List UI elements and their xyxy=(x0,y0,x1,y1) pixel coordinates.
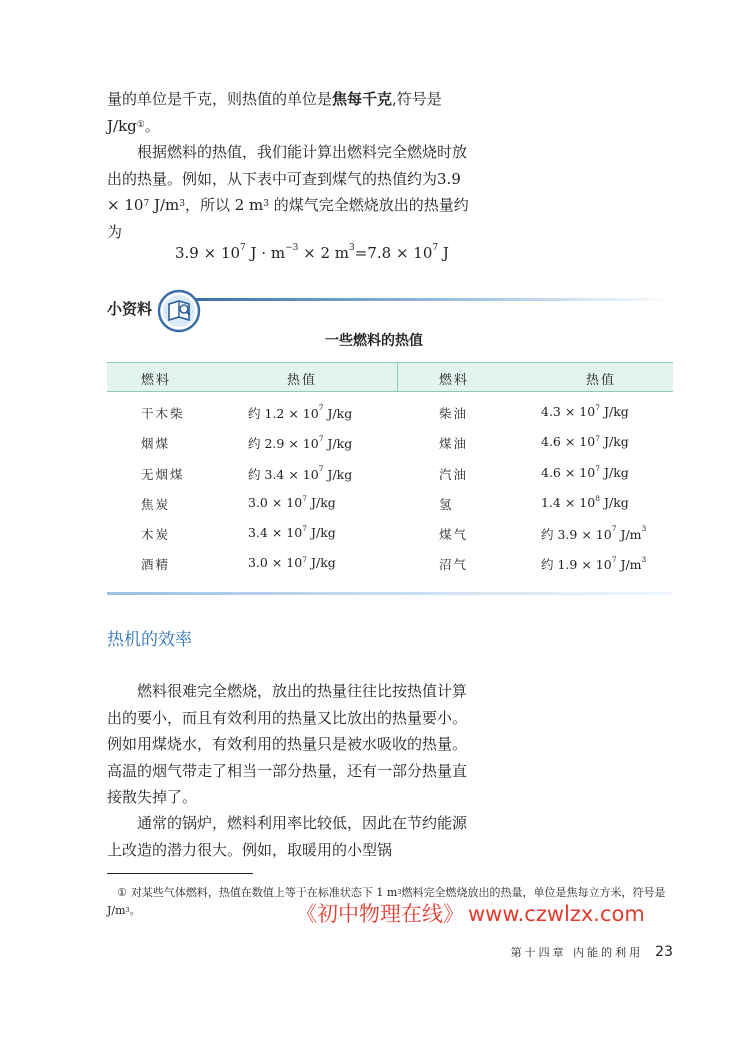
header-fuel: 燃料 xyxy=(439,373,470,388)
page-footer xyxy=(511,944,673,960)
text-span: 约 3.4 × 10 xyxy=(248,466,319,482)
fuel-name: 沼气 xyxy=(439,557,469,573)
paragraph-gas-example xyxy=(107,139,477,245)
heat-value xyxy=(541,404,629,419)
text-span: J/kg xyxy=(600,404,629,419)
superscript: 7 xyxy=(318,433,324,443)
text-span: 3.0 × 10 xyxy=(248,494,303,510)
heat-value xyxy=(248,434,352,452)
text-span: J/kg xyxy=(307,555,336,571)
superscript: 7 xyxy=(318,403,324,413)
text-span: × 2 m xyxy=(298,244,350,262)
text-span: J/kg xyxy=(600,494,629,510)
table-row xyxy=(107,543,673,573)
superscript: 7 xyxy=(302,524,307,534)
superscript: 7 xyxy=(143,199,150,210)
column-divider xyxy=(397,363,398,391)
text-span: 3.4 × 10 xyxy=(248,525,303,541)
table-title: 一些燃料的热值 xyxy=(325,333,423,349)
table-row xyxy=(107,453,673,483)
text-span: 约 1.2 × 10 xyxy=(248,406,319,421)
text-span: 1.4 × 10 xyxy=(541,494,596,510)
header-heat-value: 热值 xyxy=(586,373,617,388)
text-span: 燃料完全燃烧放出的热量，单位是焦每立方米，符号是J/m xyxy=(107,886,666,917)
footnote-ref[interactable]: ① xyxy=(136,119,145,130)
superscript: 7 xyxy=(611,524,617,534)
bold-term: 焦每千克 xyxy=(332,90,393,108)
paragraph-efficiency: 燃料很难完全燃烧，放出的热量往往比按热值计算出的要小，而且有效利用的热量又比放出的热量要小。例如用煤烧水，有效利用的热量只是被水吸收的热量。高温的烟气带走了相当一部分热量，还有一部分热量直接散失掉了。 xyxy=(107,682,468,806)
header-heat-value: 热值 xyxy=(287,373,318,388)
superscript: 3 xyxy=(349,243,355,254)
text-span: 3.0 × 10 xyxy=(248,555,303,571)
fuel-name: 木炭 xyxy=(141,527,171,543)
superscript: 7 xyxy=(595,403,600,413)
text-span: 3.9 × 10 xyxy=(175,244,241,262)
heat-value xyxy=(248,465,352,483)
paragraph-boiler: 通常的锅炉，燃料利用率比较低，因此在节约能源上改造的潜力很大。例如，取暖用的小型锅 xyxy=(107,814,468,859)
fuel-name: 无烟煤 xyxy=(141,466,185,482)
text-span: J/kg xyxy=(600,434,629,450)
text-span: J/m xyxy=(616,527,642,543)
fuel-name: 干木柴 xyxy=(141,406,185,421)
table-row xyxy=(107,513,673,543)
table-body xyxy=(107,392,673,574)
heat-value xyxy=(541,434,629,449)
text-span: 约 1.9 × 10 xyxy=(541,557,612,573)
superscript: 3 xyxy=(263,199,270,210)
superscript: 7 xyxy=(318,463,324,473)
table-header xyxy=(107,362,673,392)
text-span: 4.3 × 10 xyxy=(541,404,596,419)
superscript: 7 xyxy=(595,433,600,443)
text-span: ，所以 2 m xyxy=(184,196,264,214)
heat-value xyxy=(248,495,336,510)
superscript: 7 xyxy=(432,243,439,254)
text-span: 根据燃料的热值，我们能计算出燃料完全燃烧时放出的热量。例如，从下表中可查到煤气的热值约为3.9 × 10 xyxy=(107,143,468,214)
text-span: ,符号是J/kg xyxy=(107,90,442,135)
superscript: 3 xyxy=(641,524,647,534)
chapter-title: 第十四章 内能的利用 xyxy=(510,946,644,959)
heat-value xyxy=(541,555,646,573)
text-span: J/m xyxy=(149,196,180,214)
watermark-title: 《初中物理在线》 xyxy=(296,902,464,926)
text-span: 对某些气体燃料，热值在数值上等于在标准状态下 1 m xyxy=(130,886,398,899)
superscript: 3 xyxy=(397,888,402,897)
sidebar-label: 小资料 xyxy=(107,300,153,318)
heat-value xyxy=(248,404,352,422)
fuel-name: 煤气 xyxy=(439,527,469,543)
fuel-name: 氢 xyxy=(439,496,454,512)
header-fuel: 燃料 xyxy=(141,373,172,388)
table-row xyxy=(107,392,673,422)
footnote-marker: ① xyxy=(117,886,127,899)
text-span: 4.6 × 10 xyxy=(541,464,596,480)
fuel-name: 烟煤 xyxy=(141,436,171,452)
superscript: 3 xyxy=(125,906,130,915)
paragraph-heat-value-unit xyxy=(107,86,477,139)
fuel-name: 汽油 xyxy=(439,466,469,482)
superscript: 7 xyxy=(302,554,307,564)
heat-value xyxy=(541,495,629,510)
footnote-rule xyxy=(107,873,253,874)
fuel-heat-value-table xyxy=(107,362,673,574)
text-span: J/kg xyxy=(307,525,336,541)
text-span: J/kg xyxy=(307,494,336,510)
text-span: J/kg xyxy=(600,464,629,480)
section-heading: 热机的效率 xyxy=(107,630,192,650)
text-span: J/kg xyxy=(323,436,353,452)
heat-value xyxy=(541,525,646,543)
text-span: 4.6 × 10 xyxy=(541,434,596,450)
superscript: 3 xyxy=(641,554,647,564)
heat-value xyxy=(248,525,336,540)
fuel-name: 焦炭 xyxy=(141,496,171,512)
fuel-name: 酒精 xyxy=(141,557,171,573)
superscript: 7 xyxy=(611,554,617,564)
page-number: 23 xyxy=(655,944,673,960)
superscript: 8 xyxy=(595,494,600,504)
text-span: 。 xyxy=(129,904,141,917)
text-span: 约 2.9 × 10 xyxy=(248,436,319,452)
superscript: 3 xyxy=(179,199,185,210)
text-span: 约 3.9 × 10 xyxy=(541,527,612,543)
superscript: −3 xyxy=(285,243,299,254)
table-row xyxy=(107,422,673,452)
fuel-name: 柴油 xyxy=(439,406,469,421)
text-span: 的煤气完全燃烧放出的热量约为 xyxy=(107,196,469,241)
heat-value xyxy=(541,465,629,480)
table-bottom-rule xyxy=(107,592,673,595)
text-span: 。 xyxy=(144,116,160,135)
text-span: J/kg xyxy=(323,406,353,421)
superscript: 7 xyxy=(302,494,307,504)
text-span: J/m xyxy=(616,557,642,573)
text-span: 量的单位是千克，则热值的单位是 xyxy=(107,90,333,108)
text-span: J xyxy=(438,244,449,262)
table-row xyxy=(107,483,673,513)
fuel-name: 煤油 xyxy=(439,436,469,452)
text-span: =7.8 × 10 xyxy=(354,244,433,262)
book-magnifier-icon xyxy=(157,289,201,333)
heat-formula xyxy=(175,244,449,262)
superscript: 7 xyxy=(240,243,246,254)
heat-value xyxy=(248,555,336,570)
watermark-url[interactable]: www.czwlzx.com xyxy=(468,902,645,926)
text-span: J · m xyxy=(245,244,286,262)
text-span: J/kg xyxy=(323,466,353,482)
superscript: 7 xyxy=(595,463,600,473)
sidebar-rule xyxy=(195,298,675,301)
watermark xyxy=(296,898,645,928)
